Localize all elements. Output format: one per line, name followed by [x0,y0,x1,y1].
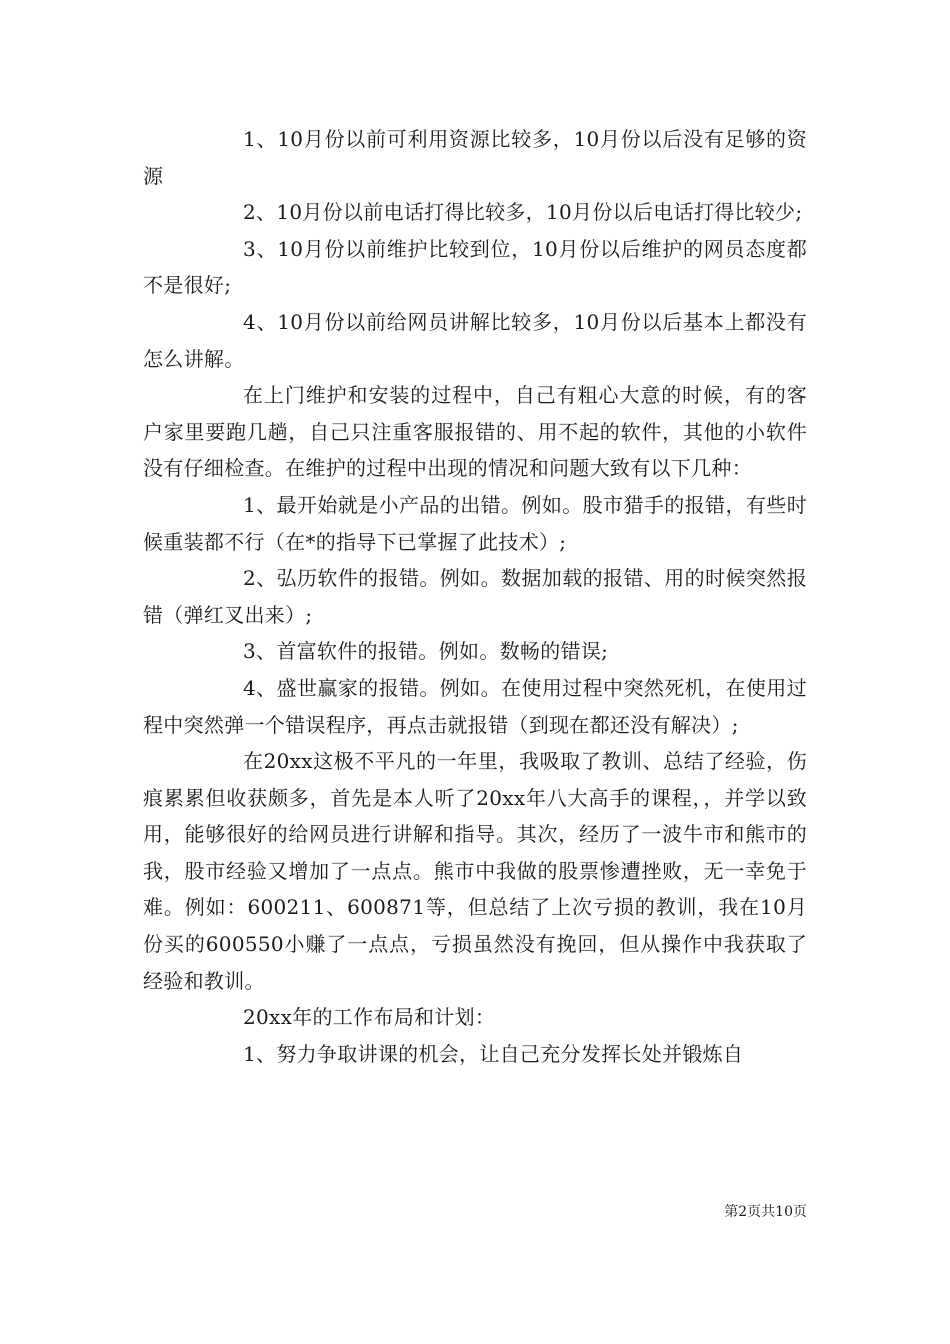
list-item: 4、10月份以前给网员讲解比较多，10月份以后基本上都没有怎么讲解。 [143,309,807,371]
list-item: 2、弘历软件的报错。例如。数据加载的报错、用的时候突然报错（弹红叉出来）; [143,566,807,627]
list-item: 3、首富软件的报错。例如。数畅的错误; [243,639,609,664]
list-item: 3、10月份以前维护比较到位，10月份以后维护的网员态度都不是很好; [143,236,807,298]
list-item: 1、最开始就是小产品的出错。例如。股市猎手的报错，有些时候重装都不行（在*的指导下已掌握了此技术）; [143,492,807,554]
page-number-footer: 第2页共10页 [724,1204,807,1220]
document-body [143,121,807,1072]
section-heading: 20xx年的工作布局和计划： [243,1005,496,1030]
list-item: 1、努力争取讲课的机会，让自己充分发挥长处并锻炼自 [243,1041,744,1066]
list-item: 4、盛世赢家的报错。例如。在使用过程中突然死机，在使用过程中突然弹一个错误程序，再点击就报错（到现在都还没有解决）; [143,675,807,737]
list-item: 2、10月份以前电话打得比较多，10月份以后电话打得比较少; [243,200,803,225]
body-paragraph: 在上门维护和安装的过程中，自己有粗心大意的时候，有的客户家里要跑几趟，自己只注重客服报错的、用不起的软件，其他的小软件没有仔细检查。在维护的过程中出现的情况和问题大致有以下几种： [143,383,807,481]
list-item: 1、10月份以前可利用资源比较多，10月份以后没有足够的资源 [143,127,807,188]
body-paragraph: 在20xx这极不平凡的一年里，我吸取了教训、总结了经验，伤痕累累但收获颇多，首先是本人听了20xx年八大高手的课程，，并学以致用，能够很好的给网员进行讲解和指导。其次，经历了一波牛市和熊市的我，股市经验又增加了一点点。熊市中我做的股票惨遭挫败，无一幸免于难。例如：600211、600871等，但总结了上次亏损的教训，我在10月份买的600550小赚了一点点，亏损虽然没有挽回，但从操作中我获取了经验和教训。 [143,749,807,993]
